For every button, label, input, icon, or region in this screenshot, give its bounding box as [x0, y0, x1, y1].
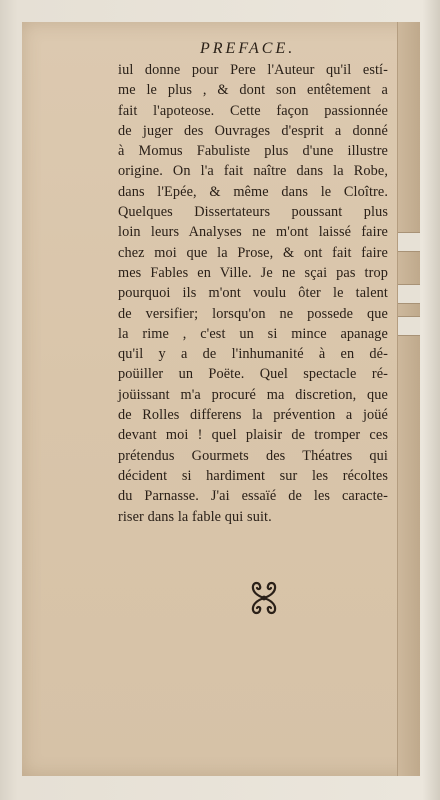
text-line: décident si hardiment sur les récoltes — [118, 467, 388, 484]
text-line: à Momus Fabuliste plus d'une illustre — [118, 143, 388, 160]
body-text — [118, 60, 388, 527]
text-line: la rime , c'est un si mince apanage — [118, 325, 388, 342]
text-line: devant moi ! quel plaisir de tromper ces — [118, 427, 388, 444]
running-head: PREFACE. — [200, 40, 296, 57]
text-line: poüiller un Poëte. Quel spectacle ré- — [118, 366, 388, 383]
text-line: qu'il y a de l'inhumanité à en dé- — [118, 346, 388, 363]
text-line: fait l'apoteose. Cette façon passionnée — [118, 102, 388, 119]
text-line: iul donne pour Pere l'Auteur qu'il estí- — [118, 62, 388, 78]
page-edge-tab — [398, 316, 420, 336]
text-line: prétendus Gourmets des Théatres qui — [118, 447, 388, 464]
fleuron-ornament-icon — [244, 578, 284, 618]
text-line: loin leurs Analyses ne m'ont laissé faire — [118, 224, 388, 241]
text-line: joüissant m'a procuré ma discretion, que — [118, 386, 388, 403]
text-line: riser dans la fable qui suit. — [118, 508, 272, 525]
page-edge-tab — [398, 284, 420, 304]
text-line: de Rolles differens la prévention a joüé — [118, 407, 388, 424]
text-line: mes Fables en Ville. Je ne sçai pas trop — [118, 264, 388, 281]
text-line: pourquoi ils m'ont voulu ôter le talent — [118, 285, 388, 302]
text-line: Quelques Dissertateurs poussant plus — [118, 204, 388, 221]
page-edge-tab — [398, 232, 420, 252]
text-line: chez moi que la Prose, & ont fait faire — [118, 244, 388, 261]
text-line: me le plus , & dont son entêtement a — [118, 82, 388, 99]
text-line: dans l'Epée, & même dans le Cloître. — [118, 183, 388, 200]
text-line: origine. On l'a fait naître dans la Robe, — [118, 163, 388, 180]
text-line: de juger des Ouvrages d'esprit a donné — [118, 122, 388, 139]
page-edge — [397, 22, 420, 776]
text-line: du Parnasse. J'ai essaïé de les caracte- — [118, 488, 388, 505]
text-line: de versifier; lorsqu'on ne possede que — [118, 305, 388, 322]
